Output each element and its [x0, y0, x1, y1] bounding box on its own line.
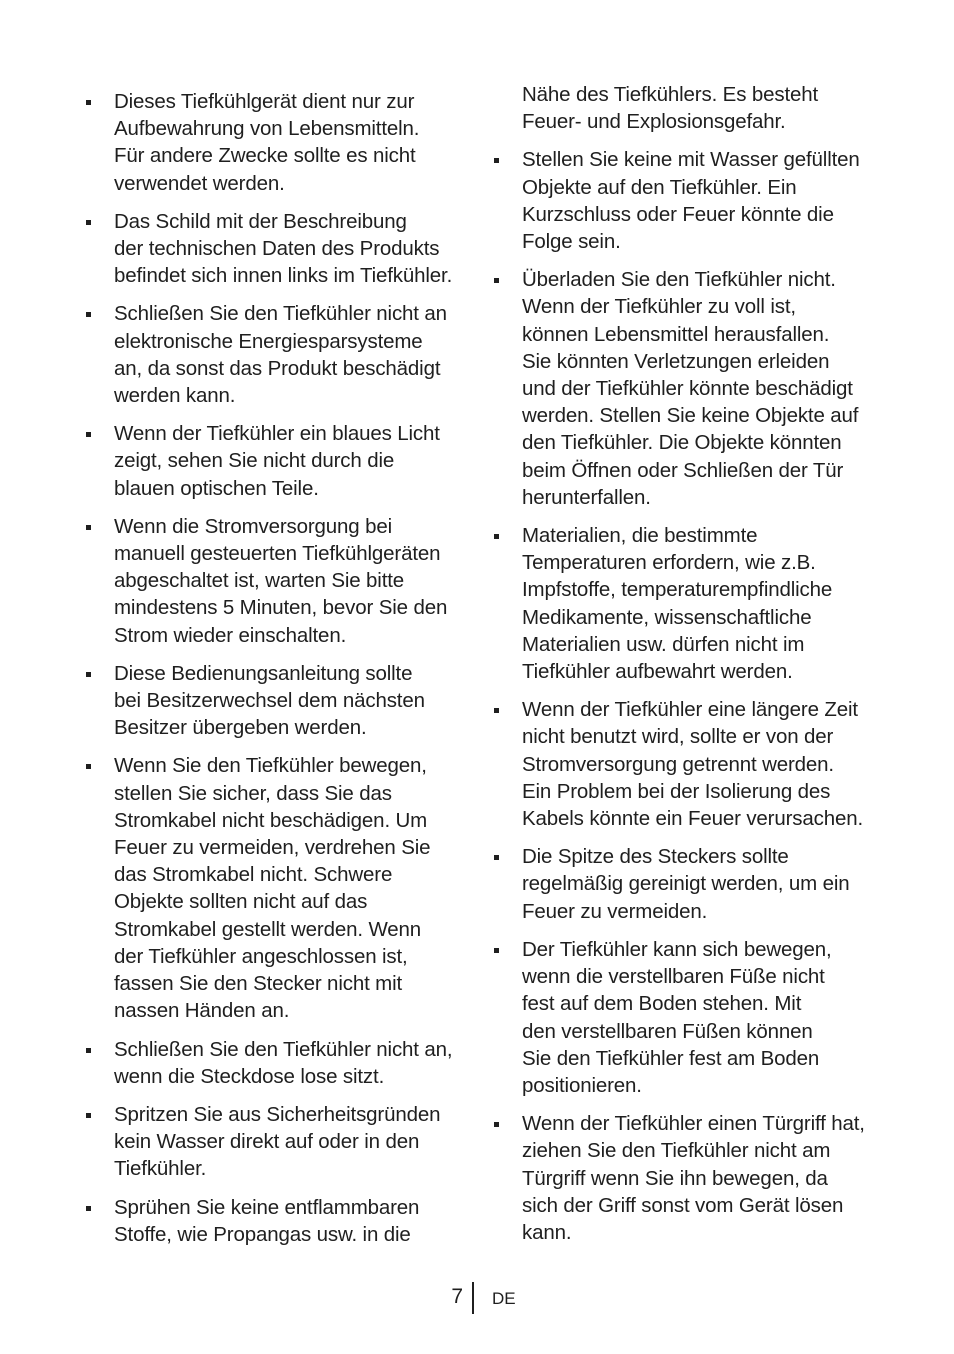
- list-item: [114, 1101, 474, 1183]
- bullet-marker: [86, 672, 91, 677]
- list-item: [114, 1036, 474, 1090]
- page-footer: [0, 1282, 954, 1316]
- list-item-text: Wenn Sie den Tiefkühler bewegen, stellen Sie sicher, dass Sie das Stromkabel nicht beschädigen. Um Feuer zu vermeiden, verdrehen Sie das Stromkabel nicht. Schwere Objekte sollten nicht auf das Stromkabel gestellt werden. Wenn der Tiefkühler angeschlossen ist, fassen Sie den Stecker nicht mit nassen Händen an.: [114, 754, 431, 1023]
- list-item-text: Sprühen Sie keine entflammbaren Stoffe, wie Propangas usw. in die: [114, 1195, 420, 1246]
- bullet-marker: [86, 312, 91, 317]
- language-code: DE: [492, 1289, 516, 1308]
- list-item-continuation: [522, 81, 882, 135]
- list-item: [114, 88, 474, 197]
- list-item-text: Wenn die Stromversorgung bei manuell gesteuerten Tiefkühlgeräten abgeschaltet ist, warten Sie bitte mindestens 5 Minuten, bevor Sie den Strom wieder einschalten.: [114, 514, 448, 647]
- list-item: [522, 266, 882, 511]
- list-item: [114, 660, 474, 742]
- list-item-text: Überladen Sie den Tiefkühler nicht. Wenn der Tiefkühler zu voll ist, können Lebensmittel herausfallen. Sie könnten Verletzungen erleiden und der Tiefkühler könnte beschädigt werden. Stellen Sie keine Objekte auf den Tiefkühler. Die Objekte könnten beim Öffnen oder Schließen der Tür herunterfallen.: [522, 268, 859, 509]
- list-item-text: Das Schild mit der Beschreibung der technischen Daten des Produkts befindet sich innen links im Tiefkühler.: [114, 209, 453, 288]
- list-item-text: Dieses Tiefkühlgerät dient nur zur Aufbewahrung von Lebensmitteln. Für andere Zwecke sollte es nicht verwendet werden.: [114, 90, 420, 195]
- list-item-text: Stellen Sie keine mit Wasser gefüllten Objekte auf den Tiefkühler. Ein Kurzschluss oder Feuer könnte die Folge sein.: [522, 148, 860, 254]
- bullet-marker: [494, 948, 499, 953]
- list-item-text: Diese Bedienungsanleitung sollte bei Besitzerwechsel dem nächsten Besitzer übergeben werden.: [114, 661, 425, 740]
- list-item-text: Schließen Sie den Tiefkühler nicht an, wenn die Steckdose lose sitzt.: [114, 1037, 453, 1088]
- bullet-marker: [494, 158, 499, 163]
- bullet-marker: [86, 1206, 91, 1211]
- list-item: [522, 696, 882, 832]
- list-item: [522, 936, 882, 1099]
- list-item: [114, 300, 474, 409]
- bullet-marker: [86, 764, 91, 769]
- page-number: 7: [451, 1285, 463, 1308]
- list-item: [114, 752, 474, 1024]
- list-item-text: Nähe des Tiefkühlers. Es besteht Feuer- und Explosionsgefahr.: [522, 83, 819, 134]
- list-item: [114, 420, 474, 502]
- bullet-marker: [86, 100, 91, 105]
- list-item: [114, 208, 474, 290]
- list-item-text: Spritzen Sie aus Sicherheitsgründen kein Wasser direkt auf oder in den Tiefkühler.: [114, 1102, 441, 1181]
- bullet-marker: [494, 855, 499, 860]
- bullet-marker: [494, 534, 499, 539]
- list-item-text: Schließen Sie den Tiefkühler nicht an elektronische Energiesparsysteme an, da sonst das Produkt beschädigt werden kann.: [114, 302, 447, 408]
- list-item: [522, 1110, 882, 1246]
- bullet-marker: [86, 220, 91, 225]
- bullet-marker: [494, 708, 499, 713]
- list-item: [114, 1194, 474, 1248]
- list-item-text: Die Spitze des Steckers sollte regelmäßig gereinigt werden, um ein Feuer zu vermeiden.: [522, 845, 850, 923]
- list-item: [522, 843, 882, 925]
- bullet-marker: [86, 525, 91, 530]
- list-item: [522, 522, 882, 685]
- list-item: [522, 146, 882, 255]
- list-item-text: Materialien, die bestimmte Temperaturen erfordern, wie z.B. Impfstoffe, temperaturempfindliche Medikamente, wissenschaftliche Materialien usw. dürfen nicht im Tiefkühler aufbewahrt werden.: [522, 524, 833, 684]
- bullet-marker: [86, 432, 91, 437]
- bullet-marker: [494, 1122, 499, 1127]
- bullet-marker: [494, 278, 499, 283]
- left-column: [114, 88, 474, 1259]
- list-item-text: Wenn der Tiefkühler eine längere Zeit nicht benutzt wird, sollte er von der Stromversorgung getrennt werden. Ein Problem bei der Isolierung des Kabels könnte ein Feuer verursachen.: [522, 698, 864, 831]
- list-item-text: Der Tiefkühler kann sich bewegen, wenn die verstellbaren Füße nicht fest auf dem Boden stehen. Mit den verstellbaren Füßen können Sie den Tiefkühler fest am Boden positionieren.: [522, 937, 832, 1097]
- list-item-text: Wenn der Tiefkühler ein blaues Licht zeigt, sehen Sie nicht durch die blauen optischen Teile.: [114, 422, 440, 500]
- footer-divider: [472, 1282, 474, 1314]
- bullet-marker: [86, 1048, 91, 1053]
- right-column: [522, 81, 882, 1257]
- list-item: [114, 513, 474, 649]
- list-item-text: Wenn der Tiefkühler einen Türgriff hat, ziehen Sie den Tiefkühler nicht am Türgriff wenn Sie ihn bewegen, da sich der Griff sonst vom Gerät lösen kann.: [522, 1112, 865, 1244]
- bullet-marker: [86, 1113, 91, 1118]
